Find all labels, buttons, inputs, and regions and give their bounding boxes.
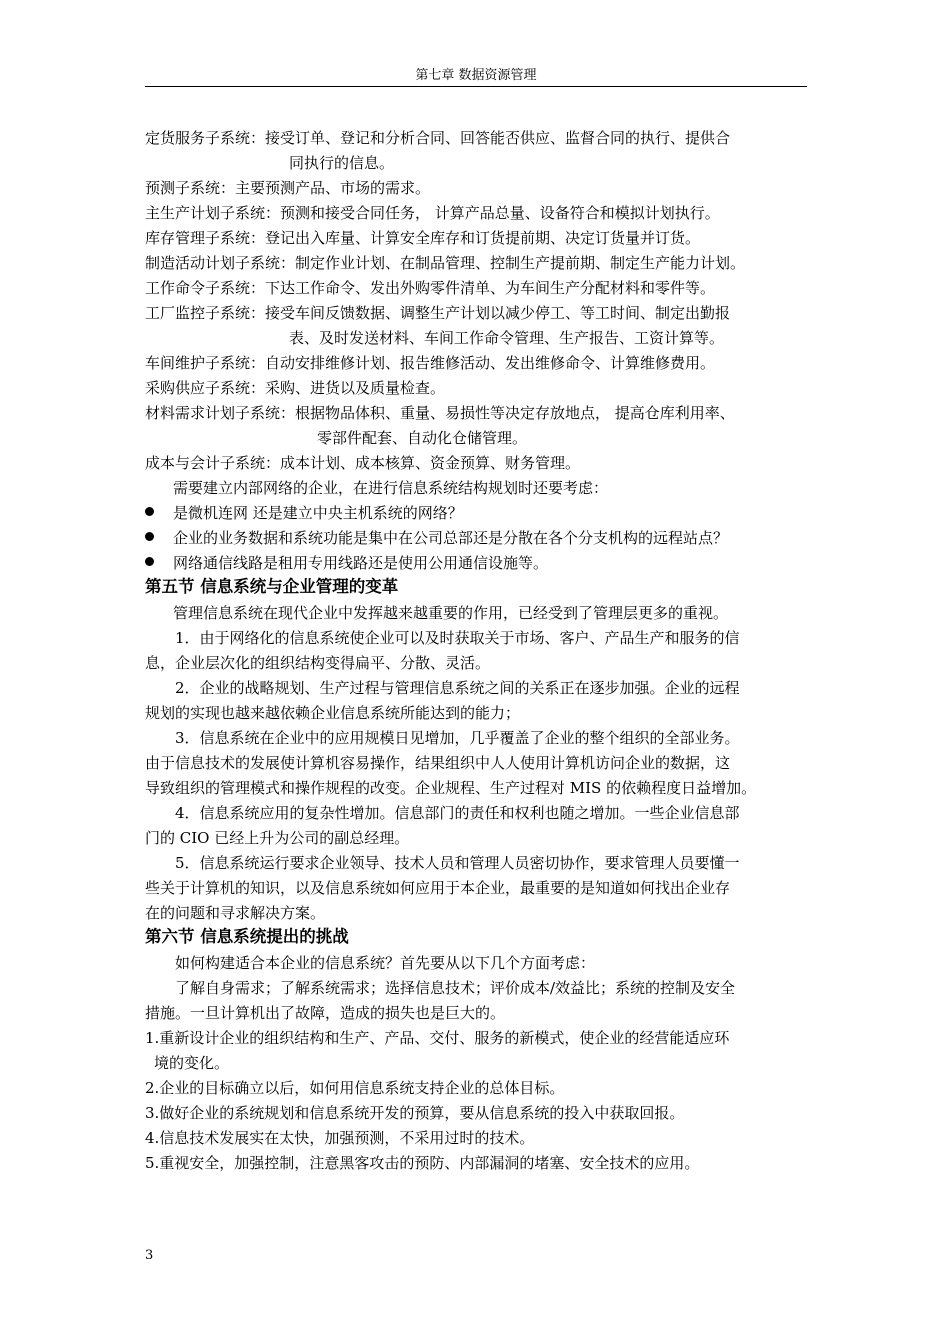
paragraph-line: 在的问题和寻求解决方案。	[145, 904, 326, 922]
subsystem-line: 工厂监控子系统：接受车间反馈数据、调整生产计划以减少停工、等工时间、制定出勤报	[145, 304, 731, 322]
network-intro: 需要建立内部网络的企业，在进行信息系统结构规划时还要考虑：	[173, 479, 609, 497]
bullet-dot-icon	[145, 553, 157, 565]
paragraph-line: 些关于计算机的知识，以及信息系统如何应用于本企业，最重要的是知道如何找出企业存	[145, 879, 731, 897]
paragraph-line: 门的 CIO 已经上升为公司的副总经理。	[145, 829, 410, 847]
paragraph-line: 由于信息技术的发展使计算机容易操作，结果组织中人人使用计算机访问企业的数据，这	[145, 754, 731, 772]
paragraph-line: 如何构建适合本企业的信息系统？首先要从以下几个方面考虑：	[175, 954, 596, 972]
paragraph-line: 5．信息系统运行要求企业领导、技术人员和管理人员密切协作，要求管理人员要懂一	[175, 854, 740, 872]
paragraph-line: 了解自身需求；了解系统需求；选择信息技术；评价成本/效益比；系统的控制及安全	[175, 979, 736, 997]
bullet-dot-icon	[145, 503, 157, 515]
paragraph-line: 息，企业层次化的组织结构变得扁平、分散、灵活。	[145, 654, 491, 672]
subsystem-line: 工作命令子系统：下达工作命令、发出外购零件清单、为车间生产分配材料和零件等。	[145, 279, 716, 297]
paragraph-line: 导致组织的管理模式和操作规程的改变。企业规程、生产过程对 MIS 的依赖程度日益增加。	[145, 779, 757, 797]
subsystem-line: 成本与会计子系统：成本计划、成本核算、资金预算、财务管理。	[145, 454, 581, 472]
paragraph-line: 1．由于网络化的信息系统使企业可以及时获取关于市场、客户、产品生产和服务的信	[175, 629, 740, 647]
challenge-item: 境的变化。	[154, 1054, 230, 1072]
subsystem-line: 定货服务子系统：接受订单、登记和分析合同、回答能否供应、监督合同的执行、提供合	[145, 129, 731, 147]
subsystem-line: 制造活动计划子系统：制定作业计划、在制品管理、控制生产提前期、制定生产能力计划。	[145, 254, 746, 272]
paragraph-line: 管理信息系统在现代企业中发挥越来越重要的作用，已经受到了管理层更多的重视。	[173, 604, 729, 622]
page-number: 3	[145, 1248, 154, 1263]
bullet-text: 企业的业务数据和系统功能是集中在公司总部还是分散在各个分支机构的远程站点？	[173, 529, 729, 547]
subsystem-line: 表、及时发送材料、车间工作命令管理、生产报告、工资计算等。	[289, 329, 725, 347]
paragraph-line: 2．企业的战略规划、生产过程与管理信息系统之间的关系正在逐步加强。企业的远程	[175, 679, 740, 697]
subsystem-line: 采购供应子系统：采购、进货以及质量检查。	[145, 379, 446, 397]
subsystem-line: 材料需求计划子系统：根据物品体积、重量、易损性等决定存放地点， 提高仓库利用率、	[145, 404, 735, 422]
bullet-text: 网络通信线路是租用专用线路还是使用公用通信设施等。	[173, 554, 549, 572]
subsystem-line: 车间维护子系统：自动安排维修计划、报告维修活动、发出维修命令、计算维修费用。	[145, 354, 716, 372]
header-rule	[145, 86, 807, 87]
challenge-item: 4.信息技术发展实在太快，加强预测，不采用过时的技术。	[145, 1129, 535, 1147]
subsystem-line: 库存管理子系统：登记出入库量、计算安全库存和订货提前期、决定订货量并订货。	[145, 229, 701, 247]
bullet-text: 是微机连网 还是建立中央主机系统的网络？	[173, 504, 463, 522]
paragraph-line: 规划的实现也越来越依赖企业信息系统所能达到的能力；	[145, 704, 521, 722]
section-5-heading: 第五节 信息系统与企业管理的变革	[145, 577, 399, 596]
challenge-item: 3.做好企业的系统规划和信息系统开发的预算，要从信息系统的投入中获取回报。	[145, 1104, 685, 1122]
page-header: 第七章 数据资源管理	[415, 68, 537, 83]
section-6-heading: 第六节 信息系统提出的挑战	[145, 927, 349, 946]
challenge-item: 1.重新设计企业的组织结构和生产、产品、交付、服务的新模式，使企业的经营能适应环	[145, 1029, 730, 1047]
challenge-item: 5.重视安全，加强控制，注意黑客攻击的预防、内部漏洞的堵塞、安全技术的应用。	[145, 1154, 700, 1172]
paragraph-line: 措施。一旦计算机出了故障，造成的损失也是巨大的。	[145, 1004, 506, 1022]
subsystem-line: 零部件配套、自动化仓储管理。	[317, 429, 528, 447]
paragraph-line: 3．信息系统在企业中的应用规模日见增加，几乎覆盖了企业的整个组织的全部业务。	[175, 729, 740, 747]
paragraph-line: 4．信息系统应用的复杂性增加。信息部门的责任和权利也随之增加。一些企业信息部	[175, 804, 740, 822]
challenge-item: 2.企业的目标确立以后，如何用信息系统支持企业的总体目标。	[145, 1079, 565, 1097]
subsystem-line: 预测子系统：主要预测产品、市场的需求。	[145, 179, 431, 197]
subsystem-line: 主生产计划子系统：预测和接受合同任务， 计算产品总量、设备符合和模拟计划执行。	[145, 204, 720, 222]
subsystem-line: 同执行的信息。	[289, 154, 395, 172]
bullet-dot-icon	[145, 528, 157, 540]
